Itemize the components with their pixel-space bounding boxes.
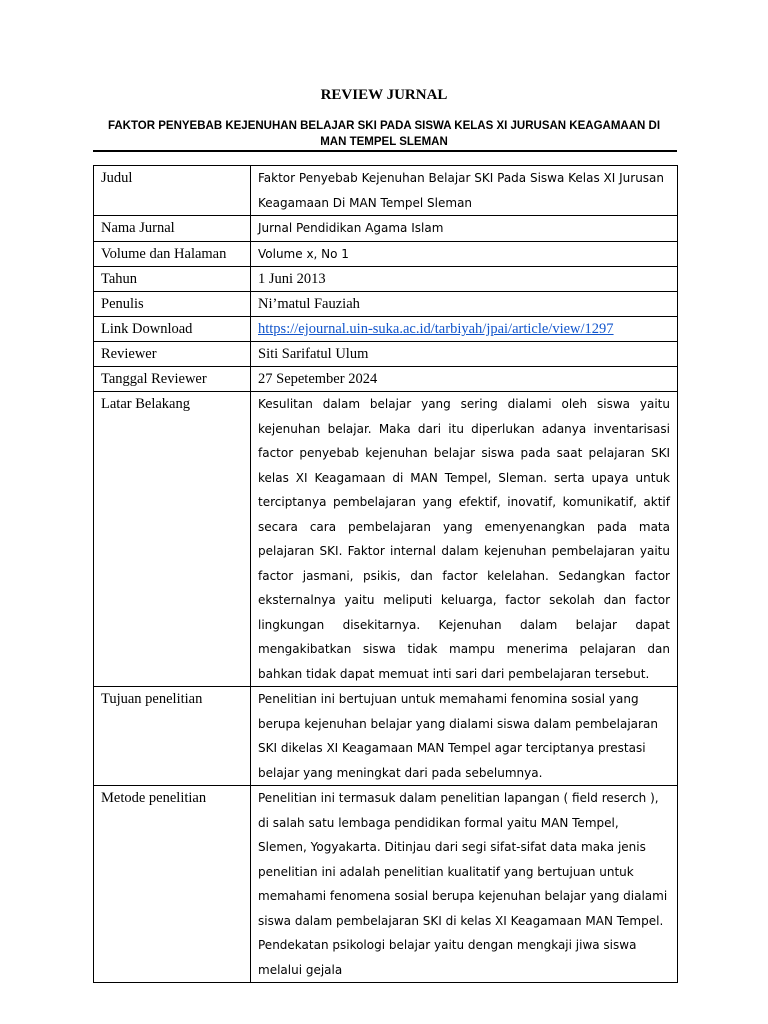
table-row-nama-jurnal <box>94 216 678 242</box>
label-volume: Volume dan Halaman <box>94 241 251 267</box>
value-reviewer: Siti Sarifatul Ulum <box>251 342 678 367</box>
value-latar: Kesulitan dalam belajar yang sering dialami oleh siswa yaitu kejenuhan belajar. Maka dari itu diperlukan adanya inventarisasi factor penyebab kejenuhan belajar siswa pada saat pelajaran SKI kelas XI Keagamaan di MAN Tempel, Sleman. serta upaya untuk terciptanya pembelajaran yang efektif, inovatif, komunikatif, aktif secara cara pembelajaran yang emenyenangkan pada mata pelajaran SKI. Faktor internal dalam kejenuhan pembelajaran yaitu factor jasmani, psikis, dan factor kelelahan. Sedangkan factor eksternalnya yaitu meliputi keluarga, factor sekolah dan factor lingkungan disekitarnya. Kejenuhan dalam belajar dapat mengakibatkan siswa tidak mampu menerima pelajaran dan bahkan tidak dapat memuat inti sari dari pembelajaran tersebut. <box>251 392 678 687</box>
value-volume: Volume x, No 1 <box>251 241 678 267</box>
value-nama-jurnal: Jurnal Pendidikan Agama Islam <box>251 216 678 242</box>
label-judul: Judul <box>94 166 251 216</box>
table-row-tahun <box>94 267 678 292</box>
table-row-penulis <box>94 292 678 317</box>
table-row-reviewer <box>94 342 678 367</box>
label-penulis: Penulis <box>94 292 251 317</box>
label-tahun: Tahun <box>94 267 251 292</box>
value-tujuan: Penelitian ini bertujuan untuk memahami fenomina sosial yang berupa kejenuhan belajar yang dialami siswa dalam pembelajaran SKI dikelas XI Keagamaan MAN Tempel agar terciptanya prestasi belajar yang meningkat dari pada sebelumnya. <box>251 687 678 786</box>
article-title-heading: FAKTOR PENYEBAB KEJENUHAN BELAJAR SKI PADA SISWA KELAS XI JURUSAN KEAGAMAAN DI MAN TEMPEL SLEMAN <box>107 120 661 148</box>
label-metode: Metode penelitian <box>94 786 251 983</box>
table-row-volume <box>94 241 678 267</box>
table-row-metode <box>94 786 678 983</box>
label-nama-jurnal: Nama Jurnal <box>94 216 251 242</box>
review-table <box>93 165 678 983</box>
download-link[interactable]: https://ejournal.uin-suka.ac.id/tarbiyah/jpai/article/view/1297 <box>258 321 614 337</box>
value-tahun: 1 Juni 2013 <box>251 267 678 292</box>
title-divider <box>93 150 677 152</box>
value-judul: Faktor Penyebab Kejenuhan Belajar SKI Pada Siswa Kelas XI Jurusan Keagamaan Di MAN Tempel Sleman <box>251 166 678 216</box>
table-row-tanggal <box>94 367 678 392</box>
table-row-latar <box>94 392 678 687</box>
value-metode: Penelitian ini termasuk dalam penelitian lapangan ( field reserch ), di salah satu lembaga pendidikan formal yaitu MAN Tempel, Slemen, Yogyakarta. Ditinjau dari segi sifat-sifat data maka jenis penelitian ini adalah penelitian kualitatif yang bertujuan untuk memahami fenomena sosial berupa kejenuhan belajar yang dialami siswa dalam pembelajaran SKI di kelas XI Keagamaan MAN Tempel. Pendekatan psikologi belajar yaitu dengan mengkaji jiwa siswa melalui gejala <box>251 786 678 983</box>
table-row-tujuan <box>94 687 678 786</box>
value-tanggal: 27 Sepetember 2024 <box>251 367 678 392</box>
table-row-judul <box>94 166 678 216</box>
label-link: Link Download <box>94 317 251 342</box>
value-penulis: Ni’matul Fauziah <box>251 292 678 317</box>
table-row-link <box>94 317 678 342</box>
label-tujuan: Tujuan penelitian <box>94 687 251 786</box>
review-title: REVIEW JURNAL <box>320 87 448 103</box>
label-latar: Latar Belakang <box>94 392 251 687</box>
label-tanggal: Tanggal Reviewer <box>94 367 251 392</box>
label-reviewer: Reviewer <box>94 342 251 367</box>
